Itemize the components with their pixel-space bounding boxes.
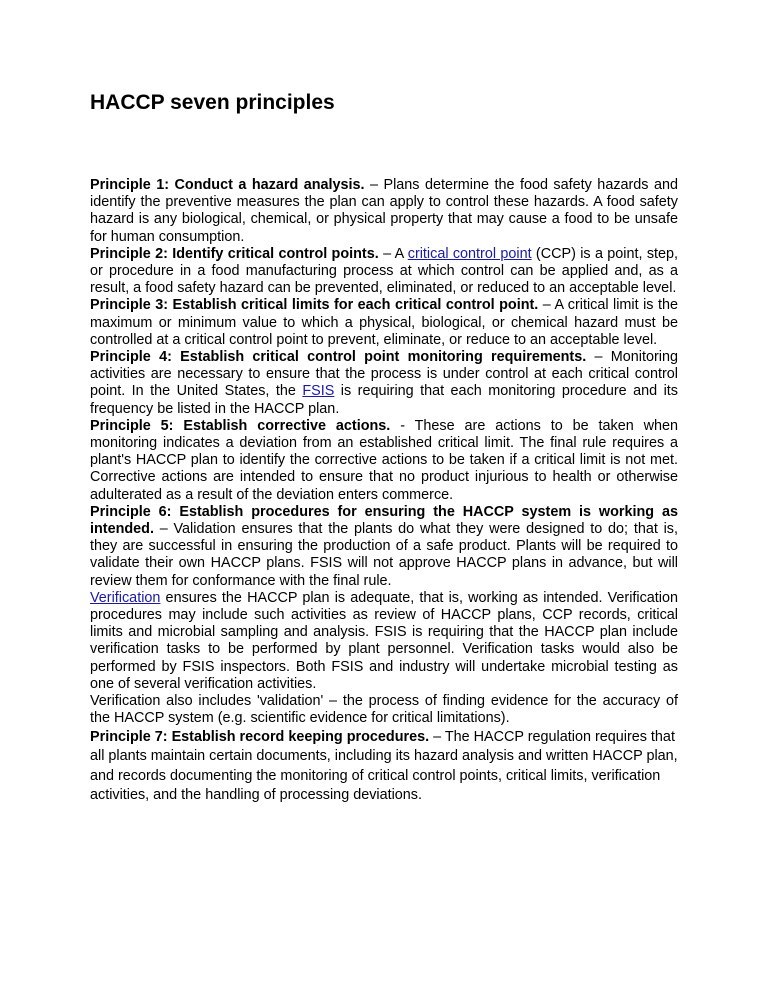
fsis-link[interactable]: FSIS xyxy=(302,383,335,400)
principle-3-paragraph xyxy=(90,297,678,349)
verification-text: ensures the HACCP plan is adequate, that is, working as intended. Verification procedures may include such activities as review of HACCP plans, CCP records, critical limits and microbial sampling and analysis. FSIS is requiring that the HACCP plan include verification tasks to be performed by plant personnel. Verification tasks would also be performed by FSIS inspectors. Both FSIS and industry will undertake microbial testing as one of several verification activities. xyxy=(90,589,678,692)
principle-2-heading: Principle 2: Identify critical control points. xyxy=(90,245,379,262)
verification-paragraph xyxy=(90,590,678,693)
principle-7-paragraph xyxy=(90,728,678,806)
principle-4-heading: Principle 4: Establish critical control point monitoring requirements. xyxy=(90,349,587,366)
principle-7-text: – The HACCP regulation requires that all plants maintain certain documents, including its hazard analysis and written HACCP plan, and records documenting the monitoring of critical control points, critical limits, verification activities, and the handling of processing deviations. xyxy=(90,728,678,803)
document-title: HACCP seven principles xyxy=(90,91,335,114)
principle-2-paragraph xyxy=(90,246,678,298)
principle-4-paragraph xyxy=(90,349,678,418)
principle-5-text: - These are actions to be taken when monitoring indicates a deviation from an established critical limit. The final rule requires a plant's HACCP plan to identify the corrective actions to be taken if a critical limit is not met. Corrective actions are intended to ensure that no product injurious to health or otherwise adulterated as a result of the deviation enters commerce. xyxy=(90,417,678,503)
principle-1-paragraph xyxy=(90,177,678,246)
verification-link[interactable]: Verification xyxy=(90,589,161,606)
principle-3-heading: Principle 3: Establish critical limits for each critical control point. xyxy=(90,297,539,314)
validation-text: Verification also includes 'validation' – the process of finding evidence for the accuracy of the HACCP system (e.g. scientific evidence for critical limitations). xyxy=(90,693,678,727)
document-body xyxy=(90,177,678,806)
principle-1-heading: Principle 1: Conduct a hazard analysis. xyxy=(90,177,365,193)
principle-3-text: – A critical limit is the maximum or minimum value to which a physical, biological, or chemical hazard must be controlled at a critical control point to prevent, eliminate, or reduce to an acceptable level. xyxy=(90,297,678,348)
critical-control-point-link[interactable]: critical control point xyxy=(407,245,532,262)
principle-5-paragraph xyxy=(90,418,678,504)
principle-1-text: – Plans determine the food safety hazards and identify the preventive measures the plan can apply to control these hazards. A food safety hazard is any biological, chemical, or physical property that may cause a food to be unsafe for human consumption. xyxy=(90,177,678,245)
principle-5-heading: Principle 5: Establish corrective actions. xyxy=(90,417,391,434)
principle-6-heading: Principle 6: Establish procedures for ensuring the HACCP system is working as intended. xyxy=(90,503,678,538)
principle-6-text: – Validation ensures that the plants do what they were designed to do; that is, they are successful in ensuring the production of a safe product. Plants will be required to validate their own HACCP plans. FSIS will not approve HACCP plans in advance, but will review them for conformance with the final rule. xyxy=(90,521,678,589)
principle-4-text-before-link: – Monitoring activities are necessary to ensure that the process is under control at each critical control point. In the United States, the xyxy=(90,349,678,400)
principle-2-text-after-link: (CCP) is a point, step, or procedure in a food manufacturing process at which control can be applied and, as a result, a food safety hazard can be prevented, eliminated, or reduced to an acceptable level. xyxy=(90,245,679,297)
principle-4-text-after-link: is requiring that each monitoring procedure and its frequency be listed in the HACCP plan. xyxy=(90,383,678,417)
validation-paragraph xyxy=(90,693,678,727)
principle-6-paragraph xyxy=(90,504,678,590)
principle-2-text-before-link: – A xyxy=(378,245,408,262)
principle-7-heading: Principle 7: Establish record keeping procedures. xyxy=(90,728,430,745)
